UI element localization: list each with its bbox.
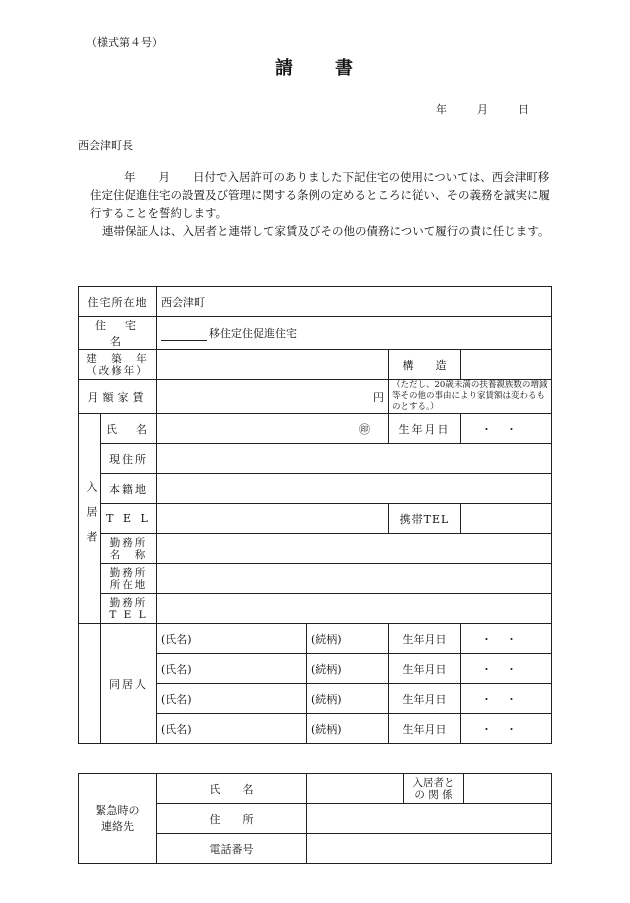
cohabitant-birth-field[interactable]: ・・: [461, 684, 552, 714]
row-address: [79, 287, 552, 317]
row-tel: [79, 504, 552, 534]
house-name-label: 住 宅 名: [79, 317, 157, 350]
addressee: 西会津町長: [78, 139, 133, 152]
domicile-field[interactable]: [157, 474, 552, 504]
work-address-label-2: 所在地: [109, 578, 148, 591]
resident-table: [78, 286, 552, 744]
built-year-label-2: （改修年）: [86, 364, 149, 377]
built-year-label-1: 建 築 年: [86, 352, 149, 365]
work-address-label: [101, 564, 157, 594]
work-address-label-1: 勤務所: [109, 566, 148, 579]
title-char-right: 書: [335, 58, 355, 79]
house-name-blank[interactable]: [161, 329, 207, 341]
cohabitant-relation[interactable]: (続柄): [307, 654, 389, 684]
work-name-label: [101, 534, 157, 564]
cohabitant-spacer: [79, 624, 101, 744]
structure-label: 構 造: [389, 350, 461, 380]
emergency-name-label: 氏 名: [157, 774, 307, 804]
cohabitant-birth-label: 生年月日: [389, 624, 461, 654]
row-domicile: [79, 474, 552, 504]
cohabitant-birth-label: 生年月日: [389, 714, 461, 744]
seal-mark: ㊞: [359, 422, 370, 436]
row-name: [79, 414, 552, 444]
emergency-row-name: [79, 774, 552, 804]
emergency-address-label: 住 所: [157, 804, 307, 834]
mobile-label: 携帯TEL: [389, 504, 461, 534]
built-year-label: [79, 350, 157, 380]
row-work-name: [79, 534, 552, 564]
current-address-field[interactable]: [157, 444, 552, 474]
rent-note: （ただし、20歳未満の扶養親族数の増減等その他の事由により家賃額は変わるものとする。）: [389, 380, 552, 414]
work-tel-label: [101, 594, 157, 624]
rent-unit: 円: [373, 390, 384, 404]
cohabitant-name[interactable]: (氏名): [157, 654, 307, 684]
work-tel-label-1: 勤務所: [109, 596, 148, 609]
body-text: [90, 168, 550, 240]
emergency-phone-field[interactable]: [307, 834, 552, 864]
row-house-name: [79, 317, 552, 350]
cohabitant-birth-field[interactable]: ・・: [461, 624, 552, 654]
form-number: （様式第４号）: [86, 36, 163, 49]
work-tel-field[interactable]: [157, 594, 552, 624]
emergency-contact-table: [78, 773, 552, 864]
body-paragraph-1: 年 月 日付で入居許可のありました下記住宅の使用については、西会津町移住定住促進住宅の設置及び管理に関する条例の定めるところに従い、その義務を誠実に履行することを誓約します。: [90, 170, 550, 220]
name-field[interactable]: [157, 414, 389, 444]
emergency-relation-label-1: 入居者と: [412, 776, 455, 789]
body-paragraph-2: 連帯保証人は、入居者と連帯して家賃及びその他の債務について履行の責に任じます。: [102, 224, 550, 238]
current-address-label: 現住所: [101, 444, 157, 474]
resident-group-label: [79, 414, 101, 624]
address-value: 西会津町: [161, 295, 205, 309]
title-char-left: 請: [275, 58, 295, 79]
cohabitant-name[interactable]: (氏名): [157, 624, 307, 654]
cohabitant-birth-label: 生年月日: [389, 684, 461, 714]
date-day: 日: [518, 103, 529, 116]
cohabitant-relation[interactable]: (続柄): [307, 684, 389, 714]
row-rent: [79, 380, 552, 414]
date-month: 月: [477, 103, 488, 116]
address-label: 住宅所在地: [79, 287, 157, 317]
emergency-name-field[interactable]: [307, 774, 404, 804]
house-name-field[interactable]: [157, 317, 552, 350]
row-built-year: [79, 350, 552, 380]
name-label: 氏 名: [101, 414, 157, 444]
tel-label: T E L: [101, 504, 157, 534]
page-title: [0, 54, 630, 80]
date-year: 年: [436, 103, 447, 116]
row-work-tel: [79, 594, 552, 624]
mobile-field[interactable]: [461, 504, 552, 534]
cohabitant-name[interactable]: (氏名): [157, 684, 307, 714]
domicile-label: 本籍地: [101, 474, 157, 504]
work-name-label-2: 名 称: [109, 548, 148, 561]
birth-field[interactable]: ・・: [461, 414, 552, 444]
emergency-relation-label: [404, 774, 464, 804]
row-work-address: [79, 564, 552, 594]
emergency-phone-label: 電話番号: [157, 834, 307, 864]
date-line: [436, 101, 529, 117]
cohabitant-birth-field[interactable]: ・・: [461, 714, 552, 744]
tel-field[interactable]: [157, 504, 389, 534]
work-name-label-1: 勤務所: [109, 536, 148, 549]
emergency-label-2: 連絡先: [101, 819, 134, 833]
work-name-field[interactable]: [157, 534, 552, 564]
address-field[interactable]: [157, 287, 552, 317]
cohabitant-birth-field[interactable]: ・・: [461, 654, 552, 684]
work-tel-label-2: T E L: [109, 608, 148, 621]
house-name-suffix: 移住定住促進住宅: [209, 327, 297, 340]
row-current-address: [79, 444, 552, 474]
cohabitant-name[interactable]: (氏名): [157, 714, 307, 744]
emergency-relation-field[interactable]: [464, 774, 552, 804]
emergency-address-field[interactable]: [307, 804, 552, 834]
rent-field[interactable]: [157, 380, 389, 414]
birth-label: 生年月日: [389, 414, 461, 444]
resident-group-text: 入居者: [85, 481, 98, 556]
cohabitant-birth-label: 生年月日: [389, 654, 461, 684]
built-year-field[interactable]: [157, 350, 389, 380]
emergency-relation-label-2: の 関 係: [414, 788, 453, 801]
row-cohabitant: [79, 624, 552, 654]
emergency-label: [79, 774, 157, 864]
rent-label: 月額家賃: [79, 380, 157, 414]
cohabitant-relation[interactable]: (続柄): [307, 624, 389, 654]
structure-field[interactable]: [461, 350, 552, 380]
work-address-field[interactable]: [157, 564, 552, 594]
cohabitant-relation[interactable]: (続柄): [307, 714, 389, 744]
cohabitant-label: 同居人: [101, 624, 157, 744]
emergency-label-1: 緊急時の: [95, 803, 140, 817]
